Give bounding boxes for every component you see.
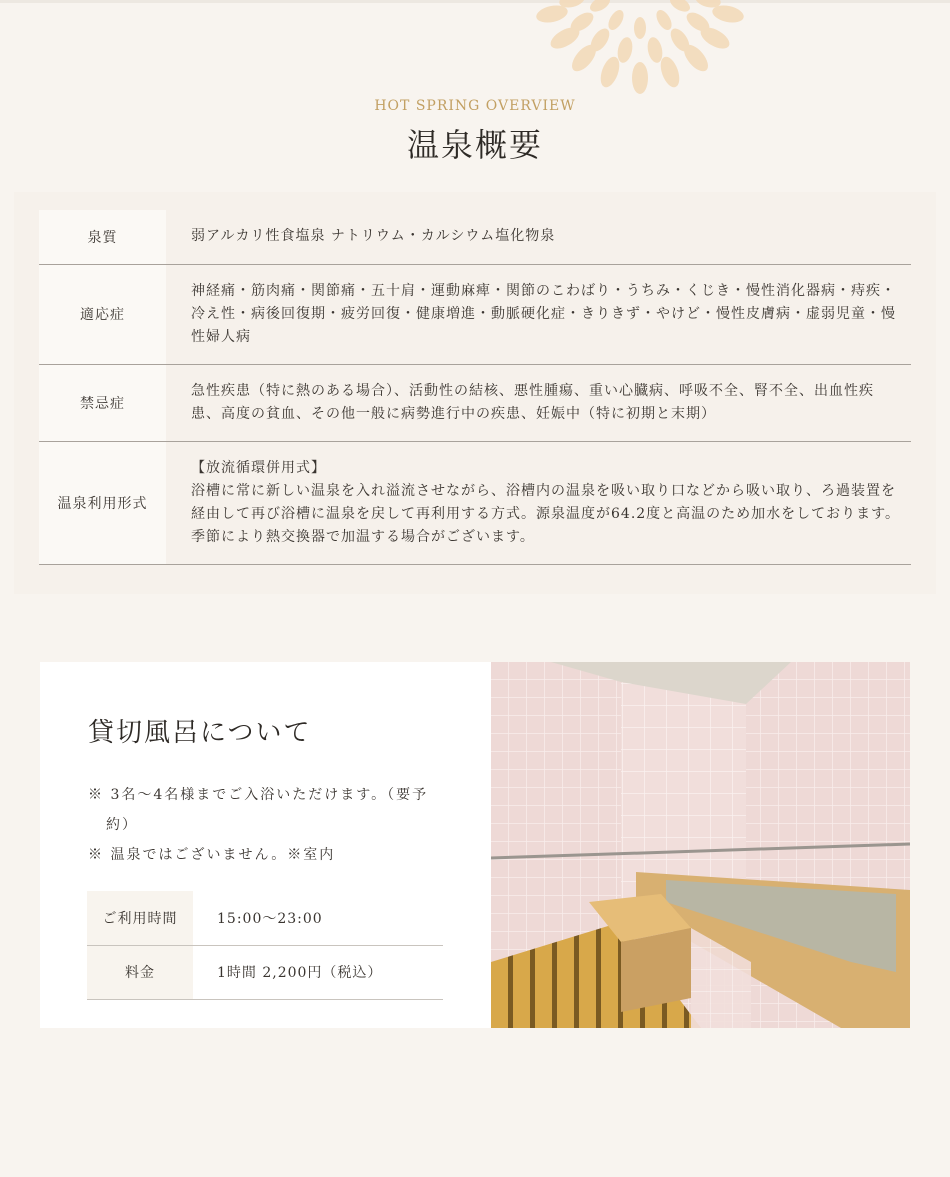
info-row-price bbox=[87, 945, 443, 999]
private-bath-info-table bbox=[87, 891, 443, 1000]
spec-row-usage-type bbox=[39, 441, 911, 564]
spec-value bbox=[166, 441, 911, 564]
spec-label: 適応症 bbox=[39, 264, 166, 364]
spec-value: 弱アルカリ性食塩泉 ナトリウム・カルシウム塩化物泉 bbox=[166, 210, 911, 264]
spec-value: 急性疾患（特に熱のある場合）、活動性の結核、悪性腫瘍、重い心臓病、呼吸不全、腎不全、出血性疾患、高度の貧血、その他一般に病勢進行中の疾患、妊娠中（特に初期と末期） bbox=[166, 364, 911, 441]
spec-row-contraindications bbox=[39, 364, 911, 441]
section-title: 温泉概要 bbox=[406, 126, 543, 164]
spec-row-indications bbox=[39, 264, 911, 364]
private-bath-card bbox=[40, 662, 491, 1028]
spec-label: 泉質 bbox=[39, 210, 166, 264]
private-bath-photo bbox=[491, 662, 910, 1028]
spec-value: 神経痛・筋肉痛・関節痛・五十肩・運動麻痺・関節のこわばり・うちみ・くじき・慢性消化器病・痔疾・冷え性・病後回復期・疲労回復・健康増進・動脈硬化症・きりきず・やけど・慢性皮膚病・虚弱児童・慢性婦人病 bbox=[166, 264, 911, 364]
spec-value-text: 浴槽に常に新しい温泉を入れ溢流させながら、浴槽内の温泉を吸い取り口などから吸い取り、ろ過装置を経由して再び浴槽に温泉を戻して再利用する方式。源泉温度が64.2度と高温のため加水をしております。季節により熱交換器で加温する場合がございます。 bbox=[191, 482, 901, 545]
top-divider bbox=[0, 0, 950, 3]
info-value: 1時間 2,200円（税込） bbox=[193, 945, 443, 999]
private-bath-notes bbox=[88, 780, 448, 870]
private-bath-title: 貸切風呂について bbox=[88, 718, 312, 748]
hot-spring-spec-table bbox=[39, 210, 911, 565]
spec-row-quality bbox=[39, 210, 911, 264]
section-kicker: HOT SPRING OVERVIEW bbox=[374, 98, 576, 114]
note-item: ※ 温泉ではございません。※室内 bbox=[88, 847, 336, 863]
spec-value-heading: 【放流循環併用式】 bbox=[191, 459, 326, 476]
info-row-hours bbox=[87, 891, 443, 945]
spec-label: 温泉利用形式 bbox=[39, 441, 166, 564]
info-label: 料金 bbox=[87, 945, 193, 999]
note-item: ※ 3名～4名様までご入浴いただけます。（要予約） bbox=[88, 787, 429, 833]
spec-label: 禁忌症 bbox=[39, 364, 166, 441]
info-label: ご利用時間 bbox=[87, 891, 193, 945]
info-value: 15:00～23:00 bbox=[193, 891, 443, 945]
